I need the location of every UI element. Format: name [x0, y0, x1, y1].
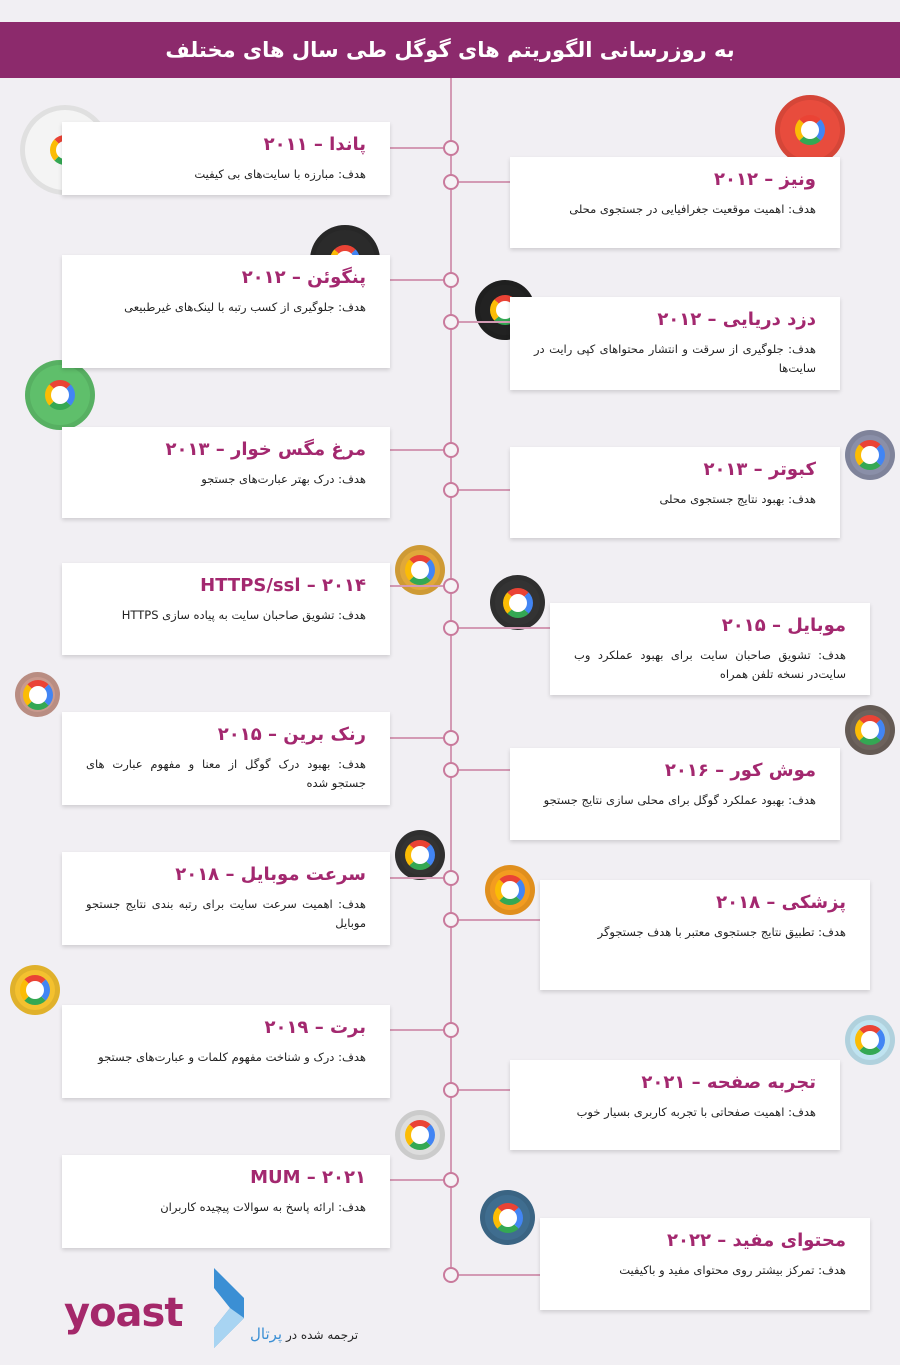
timeline-connector — [390, 1179, 451, 1181]
pigeon-icon — [845, 430, 895, 480]
hummingbird-icon — [25, 360, 95, 430]
algorithm-card — [62, 122, 390, 195]
google-g-icon — [503, 588, 533, 618]
timeline-node — [443, 174, 459, 190]
timeline-connector — [390, 449, 451, 451]
google-g-icon — [855, 715, 885, 745]
algorithm-card — [62, 712, 390, 805]
mobile-phone-icon — [490, 575, 545, 630]
algorithm-card — [510, 1060, 840, 1150]
google-g-icon — [23, 680, 53, 710]
algorithm-title: پزشکی – ۲۰۱۸ — [716, 892, 846, 913]
timeline-connector — [451, 1089, 510, 1091]
timeline-connector — [451, 919, 540, 921]
algorithm-title: دزد دریایی – ۲۰۱۲ — [657, 309, 816, 330]
timeline-connector — [390, 877, 451, 879]
header-banner — [0, 22, 900, 78]
google-g-icon — [855, 440, 885, 470]
algorithm-goal: هدف: بهبود نتایج جستجوی محلی — [659, 492, 816, 506]
algorithm-title: MUM – ۲۰۲۱ — [250, 1167, 366, 1188]
algorithm-card — [540, 1218, 870, 1310]
stamp-document-icon — [480, 1190, 535, 1245]
timeline-node — [443, 1082, 459, 1098]
credit-prefix: ترجمه شده در — [285, 1328, 359, 1342]
timeline-node — [443, 140, 459, 156]
timeline-node — [443, 314, 459, 330]
possum-icon — [845, 705, 895, 755]
portal-brand-link[interactable]: پرتال — [250, 1325, 283, 1343]
algorithm-goal: هدف: بهبود درک گوگل از معنا و مفهوم عبارت های جستجو شده — [86, 757, 366, 790]
timeline-node — [443, 1267, 459, 1283]
timeline-node — [443, 442, 459, 458]
timeline-node — [443, 482, 459, 498]
timeline-node — [443, 1172, 459, 1188]
algorithm-card — [510, 748, 840, 840]
algorithm-title: محتوای مفید – ۲۰۲۲ — [666, 1230, 846, 1251]
google-g-icon — [405, 1120, 435, 1150]
algorithm-goal: هدف: اهمیت موقعیت جغرافیایی در جستجوی محلی — [569, 202, 816, 216]
pill-bottle-icon — [485, 865, 535, 915]
timeline-connector — [451, 1274, 540, 1276]
algorithm-card — [510, 447, 840, 538]
algorithm-goal: هدف: درک بهتر عبارت‌های جستجو — [201, 472, 366, 486]
google-g-icon — [45, 380, 75, 410]
algorithm-card — [510, 157, 840, 248]
timeline-node — [443, 272, 459, 288]
google-g-icon — [493, 1203, 523, 1233]
algorithm-card — [62, 255, 390, 368]
timeline-connector — [451, 769, 510, 771]
yoast-logo: yoast — [64, 1290, 183, 1336]
algorithm-card — [62, 1155, 390, 1248]
timeline-node — [443, 578, 459, 594]
timeline-connector — [390, 1029, 451, 1031]
google-g-icon — [855, 1025, 885, 1055]
algorithm-card — [62, 852, 390, 945]
algorithm-card — [62, 563, 390, 655]
timeline-connector — [451, 489, 510, 491]
timeline-connector — [390, 279, 451, 281]
timeline-connector — [451, 321, 510, 323]
timeline-node — [443, 762, 459, 778]
algorithm-title: برت – ۲۰۱۹ — [264, 1017, 366, 1038]
skateboard-phone-icon — [395, 830, 445, 880]
algorithm-title: پنگوئن – ۲۰۱۲ — [241, 267, 366, 288]
algorithm-title: تجربه صفحه – ۲۰۲۱ — [641, 1072, 816, 1093]
algorithm-card — [510, 297, 840, 390]
algorithm-card — [540, 880, 870, 990]
portal-logo-icon — [214, 1268, 244, 1348]
algorithm-card — [62, 427, 390, 518]
page-title: به روزرسانی الگوریتم های گوگل طی سال های مختلف — [165, 38, 735, 62]
padlock-icon — [395, 545, 445, 595]
timeline-connector — [390, 147, 451, 149]
robot-icon — [395, 1110, 445, 1160]
algorithm-goal: هدف: تشویق صاحبان سایت به پیاده سازی HTTPS — [121, 608, 366, 622]
algorithm-title: رنک برین – ۲۰۱۵ — [217, 724, 366, 745]
google-g-icon — [795, 115, 825, 145]
algorithm-title: مرغ مگس خوار – ۲۰۱۳ — [165, 439, 366, 460]
timeline-connector — [390, 737, 451, 739]
algorithm-title: کبوتر – ۲۰۱۳ — [703, 459, 816, 480]
algorithm-goal: هدف: جلوگیری از کسب رتبه با لینک‌های غیرطبیعی — [124, 300, 366, 314]
algorithm-goal: هدف: ارائه پاسخ به سوالات پیچیده کاربران — [160, 1200, 366, 1214]
timeline-node — [443, 870, 459, 886]
algorithm-goal: هدف: جلوگیری از سرقت و انتشار محتواهای کپی رایت در سایت‌ها — [534, 342, 816, 375]
algorithm-goal: هدف: تطبیق نتایج جستجوی معتبر با هدف جستجوگر — [597, 925, 846, 939]
timeline-node — [443, 912, 459, 928]
timeline-node — [443, 620, 459, 636]
algorithm-goal: هدف: تمرکز بیشتر روی محتوای مفید و باکیفیت — [619, 1263, 846, 1277]
algorithm-title: موش کور – ۲۰۱۶ — [664, 760, 816, 781]
bert-character-icon — [10, 965, 60, 1015]
algorithm-card — [550, 603, 870, 695]
algorithm-title: پاندا – ۲۰۱۱ — [263, 134, 366, 155]
algorithm-title: ونیز – ۲۰۱۲ — [714, 169, 816, 190]
algorithm-title: HTTPS/ssl – ۲۰۱۴ — [200, 575, 366, 596]
algorithm-title: موبایل – ۲۰۱۵ — [721, 615, 846, 636]
timeline-line — [450, 78, 452, 1278]
google-g-icon — [20, 975, 50, 1005]
algorithm-goal: هدف: مبارزه با سایت‌های بی کیفیت — [194, 167, 366, 181]
lighthouse-icon — [775, 95, 845, 165]
timeline-connector — [451, 181, 510, 183]
brain-icon — [15, 672, 60, 717]
google-g-icon — [495, 875, 525, 905]
timeline-node — [443, 730, 459, 746]
algorithm-goal: هدف: اهمیت صفحاتی با تجربه کاربری بسیار خوب — [576, 1105, 816, 1119]
timeline-connector — [390, 585, 451, 587]
algorithm-goal: هدف: تشویق صاحبان سایت برای بهبود عملکرد وب سایت‌در نسخه تلفن همراه — [574, 648, 846, 681]
translation-credit — [250, 1325, 358, 1343]
algorithm-goal: هدف: اهمیت سرعت سایت برای رتبه بندی نتایج جستجو موبایل — [86, 897, 366, 930]
google-g-icon — [405, 840, 435, 870]
algorithm-card — [62, 1005, 390, 1098]
algorithm-title: سرعت موبایل – ۲۰۱۸ — [175, 864, 366, 885]
algorithm-goal: هدف: بهبود عملکرد گوگل برای محلی سازی نتایج جستجو — [543, 793, 816, 807]
timeline-node — [443, 1022, 459, 1038]
browser-stars-icon — [845, 1015, 895, 1065]
algorithm-goal: هدف: درک و شناخت مفهوم کلمات و عبارت‌های جستجو — [98, 1050, 366, 1064]
timeline-connector — [451, 627, 550, 629]
google-g-icon — [405, 555, 435, 585]
